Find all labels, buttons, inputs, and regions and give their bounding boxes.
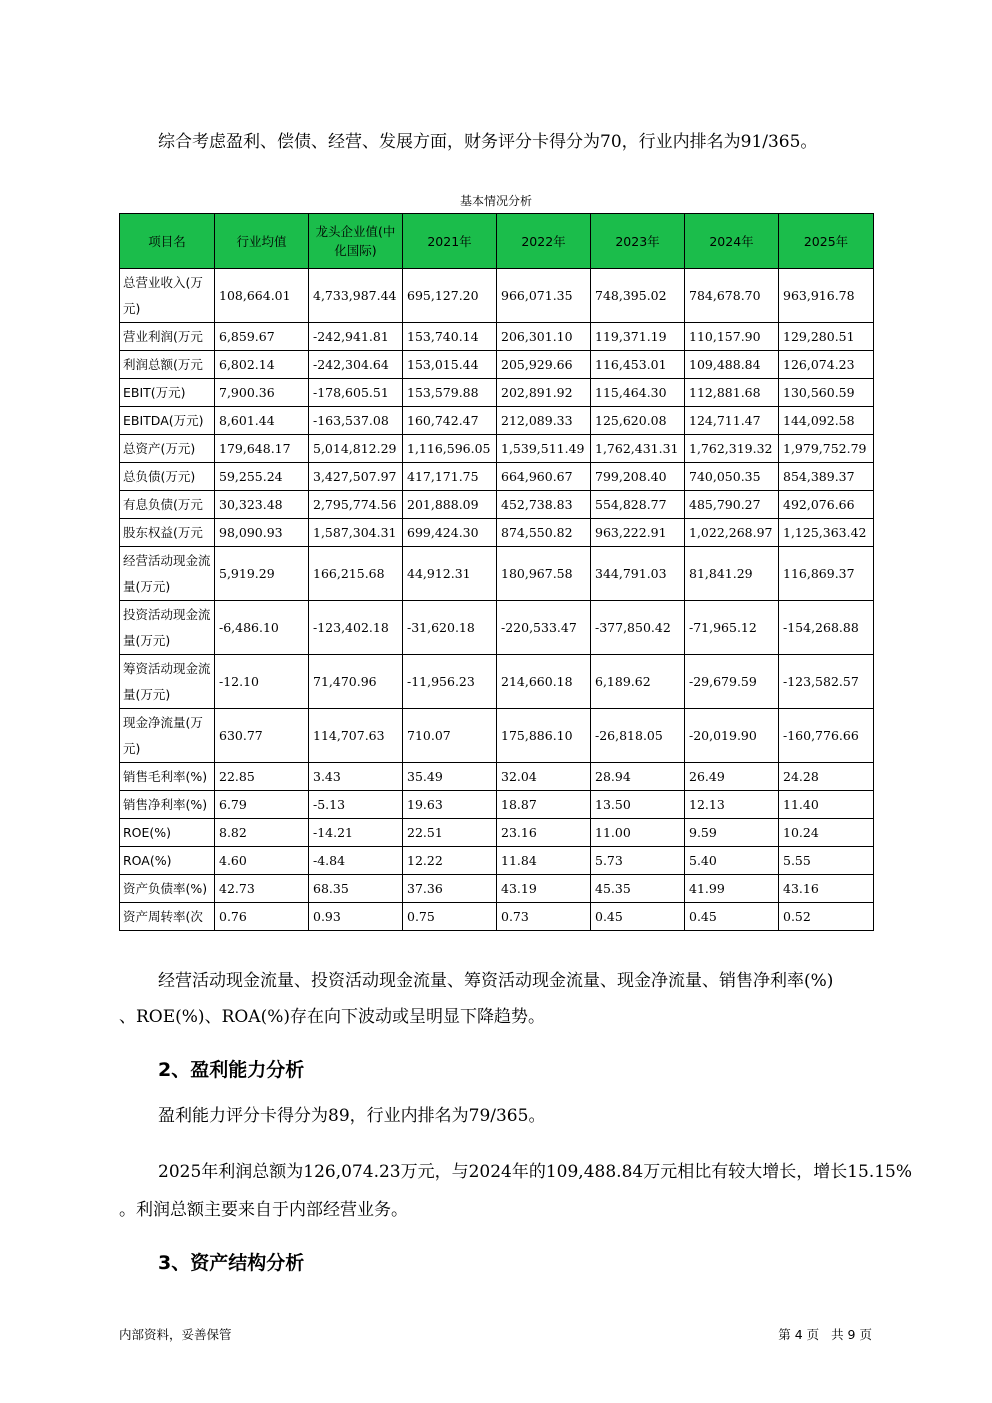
table-row (120, 351, 874, 379)
table-cell: 417,171.75 (403, 463, 497, 491)
table-cell: 24.28 (779, 763, 874, 791)
table-cell: 71,470.96 (309, 655, 403, 709)
table-cell: -20,019.90 (685, 709, 779, 763)
table-cell: 130,560.59 (779, 379, 874, 407)
table-cell: 699,424.30 (403, 519, 497, 547)
table-cell: 98,090.93 (215, 519, 309, 547)
table-cell: 44,912.31 (403, 547, 497, 601)
table-cell: 10.24 (779, 819, 874, 847)
financial-table (119, 213, 874, 931)
table-cell: 43.16 (779, 875, 874, 903)
table-cell: 110,157.90 (685, 323, 779, 351)
table-cell: 5.73 (591, 847, 685, 875)
row-label: EBITDA(万元) (120, 407, 215, 435)
table-cell: -242,304.64 (309, 351, 403, 379)
table-cell: 30,323.48 (215, 491, 309, 519)
table-cell: 485,790.27 (685, 491, 779, 519)
table-cell: 344,791.03 (591, 547, 685, 601)
table-cell: 6,189.62 (591, 655, 685, 709)
section2-paragraph-line2: 。利润总额主要来自于内部经营业务。 (119, 1200, 408, 1220)
table-cell: 710.07 (403, 709, 497, 763)
section3-heading: 3、资产结构分析 (158, 1252, 305, 1274)
table-cell: -377,850.42 (591, 601, 685, 655)
row-label: 利润总额(万元 (120, 351, 215, 379)
table-cell: 32.04 (497, 763, 591, 791)
table-cell: 0.73 (497, 903, 591, 931)
table-cell: 748,395.02 (591, 269, 685, 323)
table-cell: 22.51 (403, 819, 497, 847)
table-cell: 1,116,596.05 (403, 435, 497, 463)
table-cell: 5,919.29 (215, 547, 309, 601)
table-cell: 8,601.44 (215, 407, 309, 435)
table-cell: 740,050.35 (685, 463, 779, 491)
table-cell: 6.79 (215, 791, 309, 819)
row-label: EBIT(万元) (120, 379, 215, 407)
table-cell: 153,015.44 (403, 351, 497, 379)
table-cell: 12.22 (403, 847, 497, 875)
table-cell: 1,022,268.97 (685, 519, 779, 547)
table-cell: 0.93 (309, 903, 403, 931)
table-cell: 854,389.37 (779, 463, 874, 491)
table-cell: 3.43 (309, 763, 403, 791)
table-cell: 3,427,507.97 (309, 463, 403, 491)
table-cell: 963,222.91 (591, 519, 685, 547)
table-cell: 124,711.47 (685, 407, 779, 435)
table-cell: -160,776.66 (779, 709, 874, 763)
row-label: 资产负债率(%) (120, 875, 215, 903)
table-cell: 2,795,774.56 (309, 491, 403, 519)
table-row (120, 491, 874, 519)
table-header-row (120, 214, 874, 269)
table-cell: -123,402.18 (309, 601, 403, 655)
table-cell: 19.63 (403, 791, 497, 819)
row-label: 经营活动现金流量(万元) (120, 547, 215, 601)
table-cell: -220,533.47 (497, 601, 591, 655)
table-cell: 630.77 (215, 709, 309, 763)
table-cell: 112,881.68 (685, 379, 779, 407)
table-cell: 492,076.66 (779, 491, 874, 519)
table-cell: -12.10 (215, 655, 309, 709)
table-cell: 108,664.01 (215, 269, 309, 323)
table-cell: 874,550.82 (497, 519, 591, 547)
table-cell: 799,208.40 (591, 463, 685, 491)
table-cell: -14.21 (309, 819, 403, 847)
table-cell: 43.19 (497, 875, 591, 903)
column-header: 2023年 (591, 214, 685, 269)
table-cell: 1,762,319.32 (685, 435, 779, 463)
table-cell: 81,841.29 (685, 547, 779, 601)
table-cell: 119,371.19 (591, 323, 685, 351)
table-row (120, 379, 874, 407)
table-cell: -5.13 (309, 791, 403, 819)
table-cell: 664,960.67 (497, 463, 591, 491)
row-label: 总营业收入(万元) (120, 269, 215, 323)
column-header: 行业均值 (215, 214, 309, 269)
table-cell: 129,280.51 (779, 323, 874, 351)
row-label: 资产周转率(次 (120, 903, 215, 931)
table-cell: 126,074.23 (779, 351, 874, 379)
table-cell: 695,127.20 (403, 269, 497, 323)
table-row (120, 601, 874, 655)
table-cell: 115,464.30 (591, 379, 685, 407)
table-cell: 7,900.36 (215, 379, 309, 407)
row-label: 总资产(万元) (120, 435, 215, 463)
table-cell: -31,620.18 (403, 601, 497, 655)
table-cell: 1,979,752.79 (779, 435, 874, 463)
column-header: 2021年 (403, 214, 497, 269)
trend-paragraph-line1: 经营活动现金流量、投资活动现金流量、筹资活动现金流量、现金净流量、销售净利率(%) (158, 971, 834, 991)
table-cell: 28.94 (591, 763, 685, 791)
row-label: 销售毛利率(%) (120, 763, 215, 791)
table-row (120, 847, 874, 875)
row-label: 销售净利率(%) (120, 791, 215, 819)
table-cell: -154,268.88 (779, 601, 874, 655)
table-cell: 175,886.10 (497, 709, 591, 763)
table-row (120, 875, 874, 903)
column-header: 2024年 (685, 214, 779, 269)
table-cell: 11.84 (497, 847, 591, 875)
table-row (120, 763, 874, 791)
row-label: 营业利润(万元 (120, 323, 215, 351)
table-cell: 59,255.24 (215, 463, 309, 491)
table-cell: 144,092.58 (779, 407, 874, 435)
table-cell: 8.82 (215, 819, 309, 847)
table-cell: 180,967.58 (497, 547, 591, 601)
row-label: 有息负债(万元 (120, 491, 215, 519)
table-row (120, 819, 874, 847)
table-cell: 4,733,987.44 (309, 269, 403, 323)
table-cell: 114,707.63 (309, 709, 403, 763)
table-cell: 201,888.09 (403, 491, 497, 519)
row-label: ROE(%) (120, 819, 215, 847)
table-cell: 41.99 (685, 875, 779, 903)
table-cell: 1,539,511.49 (497, 435, 591, 463)
table-cell: -29,679.59 (685, 655, 779, 709)
row-label: 股东权益(万元 (120, 519, 215, 547)
table-cell: 45.35 (591, 875, 685, 903)
table-row (120, 903, 874, 931)
table-cell: 0.76 (215, 903, 309, 931)
table-row (120, 791, 874, 819)
table-cell: -26,818.05 (591, 709, 685, 763)
table-cell: 1,125,363.42 (779, 519, 874, 547)
table-cell: 23.16 (497, 819, 591, 847)
table-cell: 1,762,431.31 (591, 435, 685, 463)
column-header: 龙头企业值(中化国际) (309, 214, 403, 269)
table-row (120, 655, 874, 709)
table-cell: 35.49 (403, 763, 497, 791)
table-row (120, 547, 874, 601)
table-cell: 0.75 (403, 903, 497, 931)
table-cell: 37.36 (403, 875, 497, 903)
table-cell: 26.49 (685, 763, 779, 791)
table-cell: 13.50 (591, 791, 685, 819)
table-cell: 42.73 (215, 875, 309, 903)
table-cell: 9.59 (685, 819, 779, 847)
trend-paragraph-line2: 、ROE(%)、ROA(%)存在向下波动或呈明显下降趋势。 (119, 1007, 545, 1027)
table-cell: 202,891.92 (497, 379, 591, 407)
table-cell: 109,488.84 (685, 351, 779, 379)
table-cell: 116,869.37 (779, 547, 874, 601)
table-row (120, 407, 874, 435)
table-cell: 0.45 (591, 903, 685, 931)
table-cell: 5,014,812.29 (309, 435, 403, 463)
table-cell: -163,537.08 (309, 407, 403, 435)
section2-paragraph-line1: 2025年利润总额为126,074.23万元，与2024年的109,488.84万元相比有较大增长，增长15.15% (158, 1162, 913, 1182)
row-label: 筹资活动现金流量(万元) (120, 655, 215, 709)
table-row (120, 435, 874, 463)
table-cell: 784,678.70 (685, 269, 779, 323)
table-cell: -242,941.81 (309, 323, 403, 351)
table-cell: 160,742.47 (403, 407, 497, 435)
table-cell: 12.13 (685, 791, 779, 819)
column-header: 项目名 (120, 214, 215, 269)
table-row (120, 269, 874, 323)
table-cell: -6,486.10 (215, 601, 309, 655)
table-cell: 68.35 (309, 875, 403, 903)
footer-left: 内部资料，妥善保管 (119, 1327, 232, 1342)
section2-score: 盈利能力评分卡得分为89，行业内排名为79/365。 (158, 1106, 546, 1126)
table-cell: 179,648.17 (215, 435, 309, 463)
table-cell: 11.40 (779, 791, 874, 819)
table-cell: 963,916.78 (779, 269, 874, 323)
table-cell: 0.52 (779, 903, 874, 931)
column-header: 2025年 (779, 214, 874, 269)
table-cell: 1,587,304.31 (309, 519, 403, 547)
table-cell: 5.40 (685, 847, 779, 875)
table-cell: -71,965.12 (685, 601, 779, 655)
table-cell: 212,089.33 (497, 407, 591, 435)
table-cell: 166,215.68 (309, 547, 403, 601)
table-cell: 153,579.88 (403, 379, 497, 407)
table-cell: 6,859.67 (215, 323, 309, 351)
table-cell: 206,301.10 (497, 323, 591, 351)
table-cell: 116,453.01 (591, 351, 685, 379)
column-header: 2022年 (497, 214, 591, 269)
table-cell: 4.60 (215, 847, 309, 875)
table-cell: 554,828.77 (591, 491, 685, 519)
row-label: ROA(%) (120, 847, 215, 875)
footer-page-number: 第 4 页 共 9 页 (778, 1327, 872, 1342)
table-cell: -178,605.51 (309, 379, 403, 407)
table-cell: 22.85 (215, 763, 309, 791)
table-cell: 452,738.83 (497, 491, 591, 519)
table-row (120, 709, 874, 763)
table-cell: -123,582.57 (779, 655, 874, 709)
intro-paragraph: 综合考虑盈利、偿债、经营、发展方面，财务评分卡得分为70，行业内排名为91/365。 (158, 132, 818, 152)
table-row (120, 323, 874, 351)
row-label: 投资活动现金流量(万元) (120, 601, 215, 655)
table-caption: 基本情况分析 (459, 194, 532, 208)
table-cell: 6,802.14 (215, 351, 309, 379)
table-cell: 153,740.14 (403, 323, 497, 351)
table-cell: 214,660.18 (497, 655, 591, 709)
table-cell: -11,956.23 (403, 655, 497, 709)
table-cell: 0.45 (685, 903, 779, 931)
row-label: 现金净流量(万元) (120, 709, 215, 763)
row-label: 总负债(万元) (120, 463, 215, 491)
table-cell: 18.87 (497, 791, 591, 819)
table-cell: 125,620.08 (591, 407, 685, 435)
table-row (120, 463, 874, 491)
table-cell: 205,929.66 (497, 351, 591, 379)
table-cell: 5.55 (779, 847, 874, 875)
table-cell: -4.84 (309, 847, 403, 875)
table-cell: 966,071.35 (497, 269, 591, 323)
table-body (120, 269, 874, 931)
section2-heading: 2、盈利能力分析 (158, 1059, 305, 1081)
table-cell: 11.00 (591, 819, 685, 847)
table-row (120, 519, 874, 547)
